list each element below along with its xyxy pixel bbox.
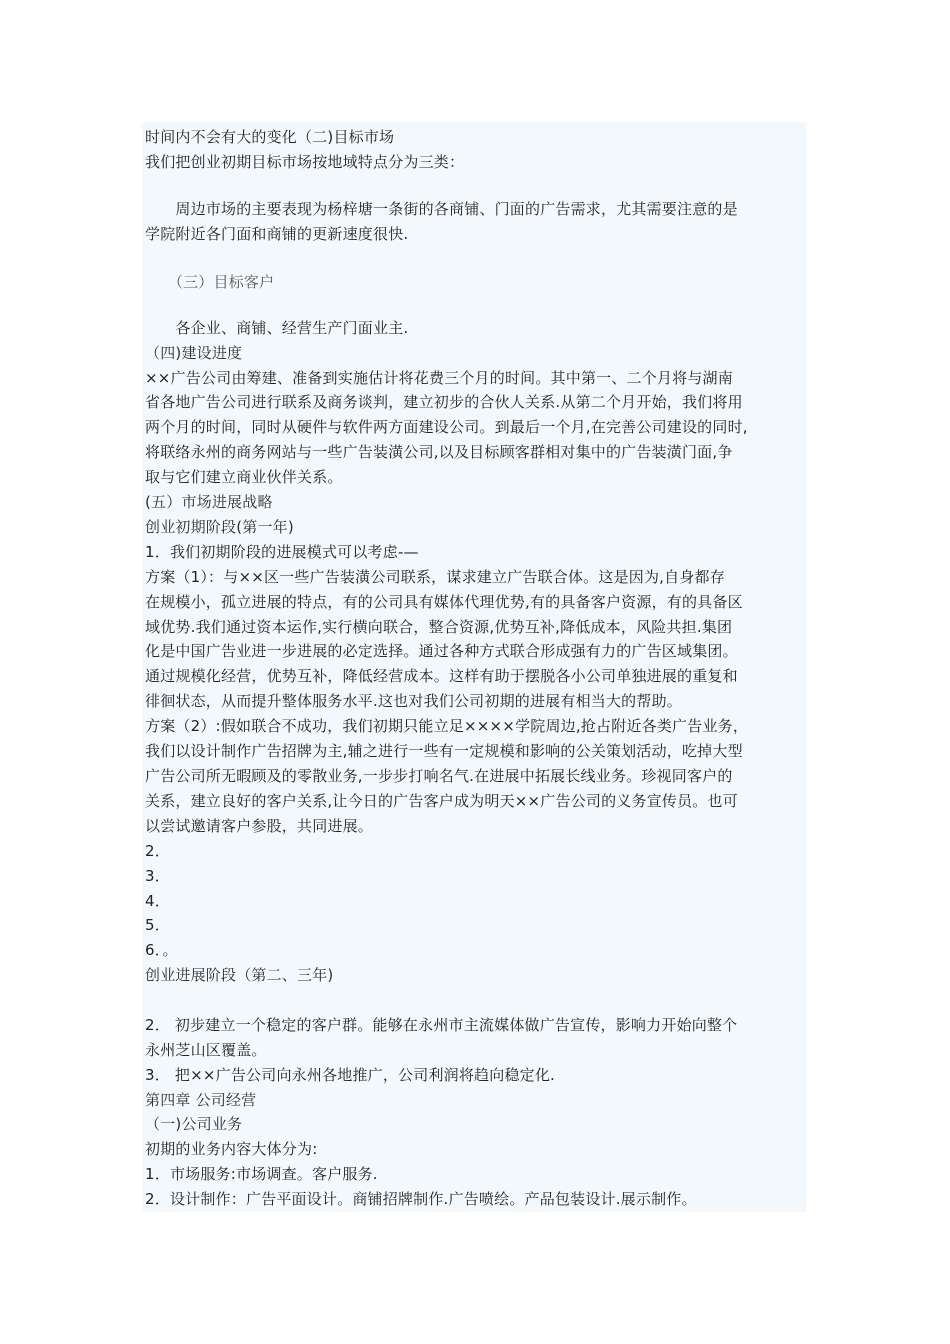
chapter-heading: 第四章 公司经营 (145, 1091, 257, 1109)
text-line-8: 两个月的时间，同时从硬件与软件两方面建设公司。到最后一个月,在完善公司建设的同时, (145, 418, 748, 436)
text-line-11: 1．我们初期阶段的进展模式可以考虑-— (145, 543, 419, 561)
subheading-initial-stage: 创业初期阶段(第一年) (145, 518, 294, 536)
text-line-24: 永州芝山区覆盖。 (145, 1041, 267, 1059)
text-line-12: 方案（1）：与××区一些广告装潢公司联系，谋求建立广告联合体。这是因为,自身都存 (145, 568, 725, 586)
text-line-18: 方案（2）:假如联合不成功，我们初期只能立足××××学院周边,抢占附近各类广告业务， (145, 717, 749, 735)
list-item-2: 2． (145, 842, 170, 860)
text-line-22: 以尝试邀请客户参股，共同进展。 (145, 817, 374, 835)
text-line-4: 学院附近各门面和商铺的更新速度很快. (145, 225, 409, 243)
text-line-23: 2． 初步建立一个稳定的客户群。能够在永州市主流媒体做广告宣传，影响力开始向整个 (145, 1016, 738, 1034)
text-line-20: 广告公司所无暇顾及的零散业务,一步步打响名气.在进展中拓展长线业务。珍视同客户的 (145, 767, 733, 785)
text-line-25: 3． 把××广告公司向永州各地推广，公司利润将趋向稳定化. (145, 1066, 556, 1084)
list-item-6: 6．。 (145, 941, 178, 959)
text-line-21: 关系，建立良好的客户关系,让今日的广告客户成为明天××广告公司的义务宣传员。也可 (145, 792, 738, 810)
text-line-27: 1．市场服务:市场调查。客户服务. (145, 1165, 378, 1183)
text-line-16: 通过规模化经营，优势互补，降低经营成本。这样有助于摆脱各小公司单独进展的重复和 (145, 667, 738, 685)
text-line-3: 周边市场的主要表现为杨梓塘一条街的各商铺、门面的广告需求，尤其需要注意的是 (145, 200, 738, 218)
text-line-28: 2．设计制作：广告平面设计。商铺招牌制作.广告喷绘。产品包装设计.展示制作。 (145, 1190, 697, 1208)
text-line-26: 初期的业务内容大体分为: (145, 1140, 318, 1158)
text-line-13: 在规模小，孤立进展的特点，有的公司具有媒体代理优势,有的具备客户资源，有的具备区 (145, 593, 743, 611)
section-heading-strategy: (五）市场进展战略 (145, 493, 273, 511)
text-line-2: 我们把创业初期目标市场按地域特点分为三类： (145, 153, 465, 171)
text-line-19: 我们以设计制作广告招牌为主,辅之进行一些有一定规模和影响的公关策划活动，吃掉大型 (145, 742, 743, 760)
subheading-growth-stage: 创业进展阶段（第二、三年) (145, 966, 334, 984)
list-item-4: 4． (145, 892, 170, 910)
text-line-17: 徘徊状态，从而提升整体服务水平.这也对我们公司初期的进展有相当大的帮助。 (145, 692, 682, 710)
section-heading-business: （一)公司业务 (145, 1115, 243, 1133)
section-heading-schedule: （四)建设进度 (145, 344, 243, 362)
text-line-10: 取与它们建立商业伙伴关系。 (145, 468, 343, 486)
text-line-14: 域优势.我们通过资本运作,实行横向联合，整合资源,优势互补,降低成本，风险共担.集团 (145, 618, 733, 636)
text-line-7: 省各地广告公司进行联系及商务谈判，建立初步的合伙人关系.从第二个月开始，我们将用 (145, 393, 743, 411)
list-item-5: 5． (145, 916, 170, 934)
text-line-5: 各企业、商铺、经营生产门面业主. (145, 319, 409, 337)
section-heading-target-customers: （三）目标客户 (145, 273, 275, 291)
list-item-3: 3． (145, 867, 170, 885)
text-line-9: 将联络永州的商务网站与一些广告装潢公司,以及目标顾客群相对集中的广告装潢门面,争 (145, 443, 733, 461)
text-line-6: ××广告公司由筹建、准备到实施估计将花费三个月的时间。其中第一、二个月将与湖南 (145, 369, 733, 387)
text-line-15: 化是中国广告业进一步进展的必定选择。通过各种方式联合形成强有力的广告区域集团。 (145, 642, 738, 660)
text-line-1: 时间内不会有大的变化（二)目标市场 (145, 128, 395, 146)
